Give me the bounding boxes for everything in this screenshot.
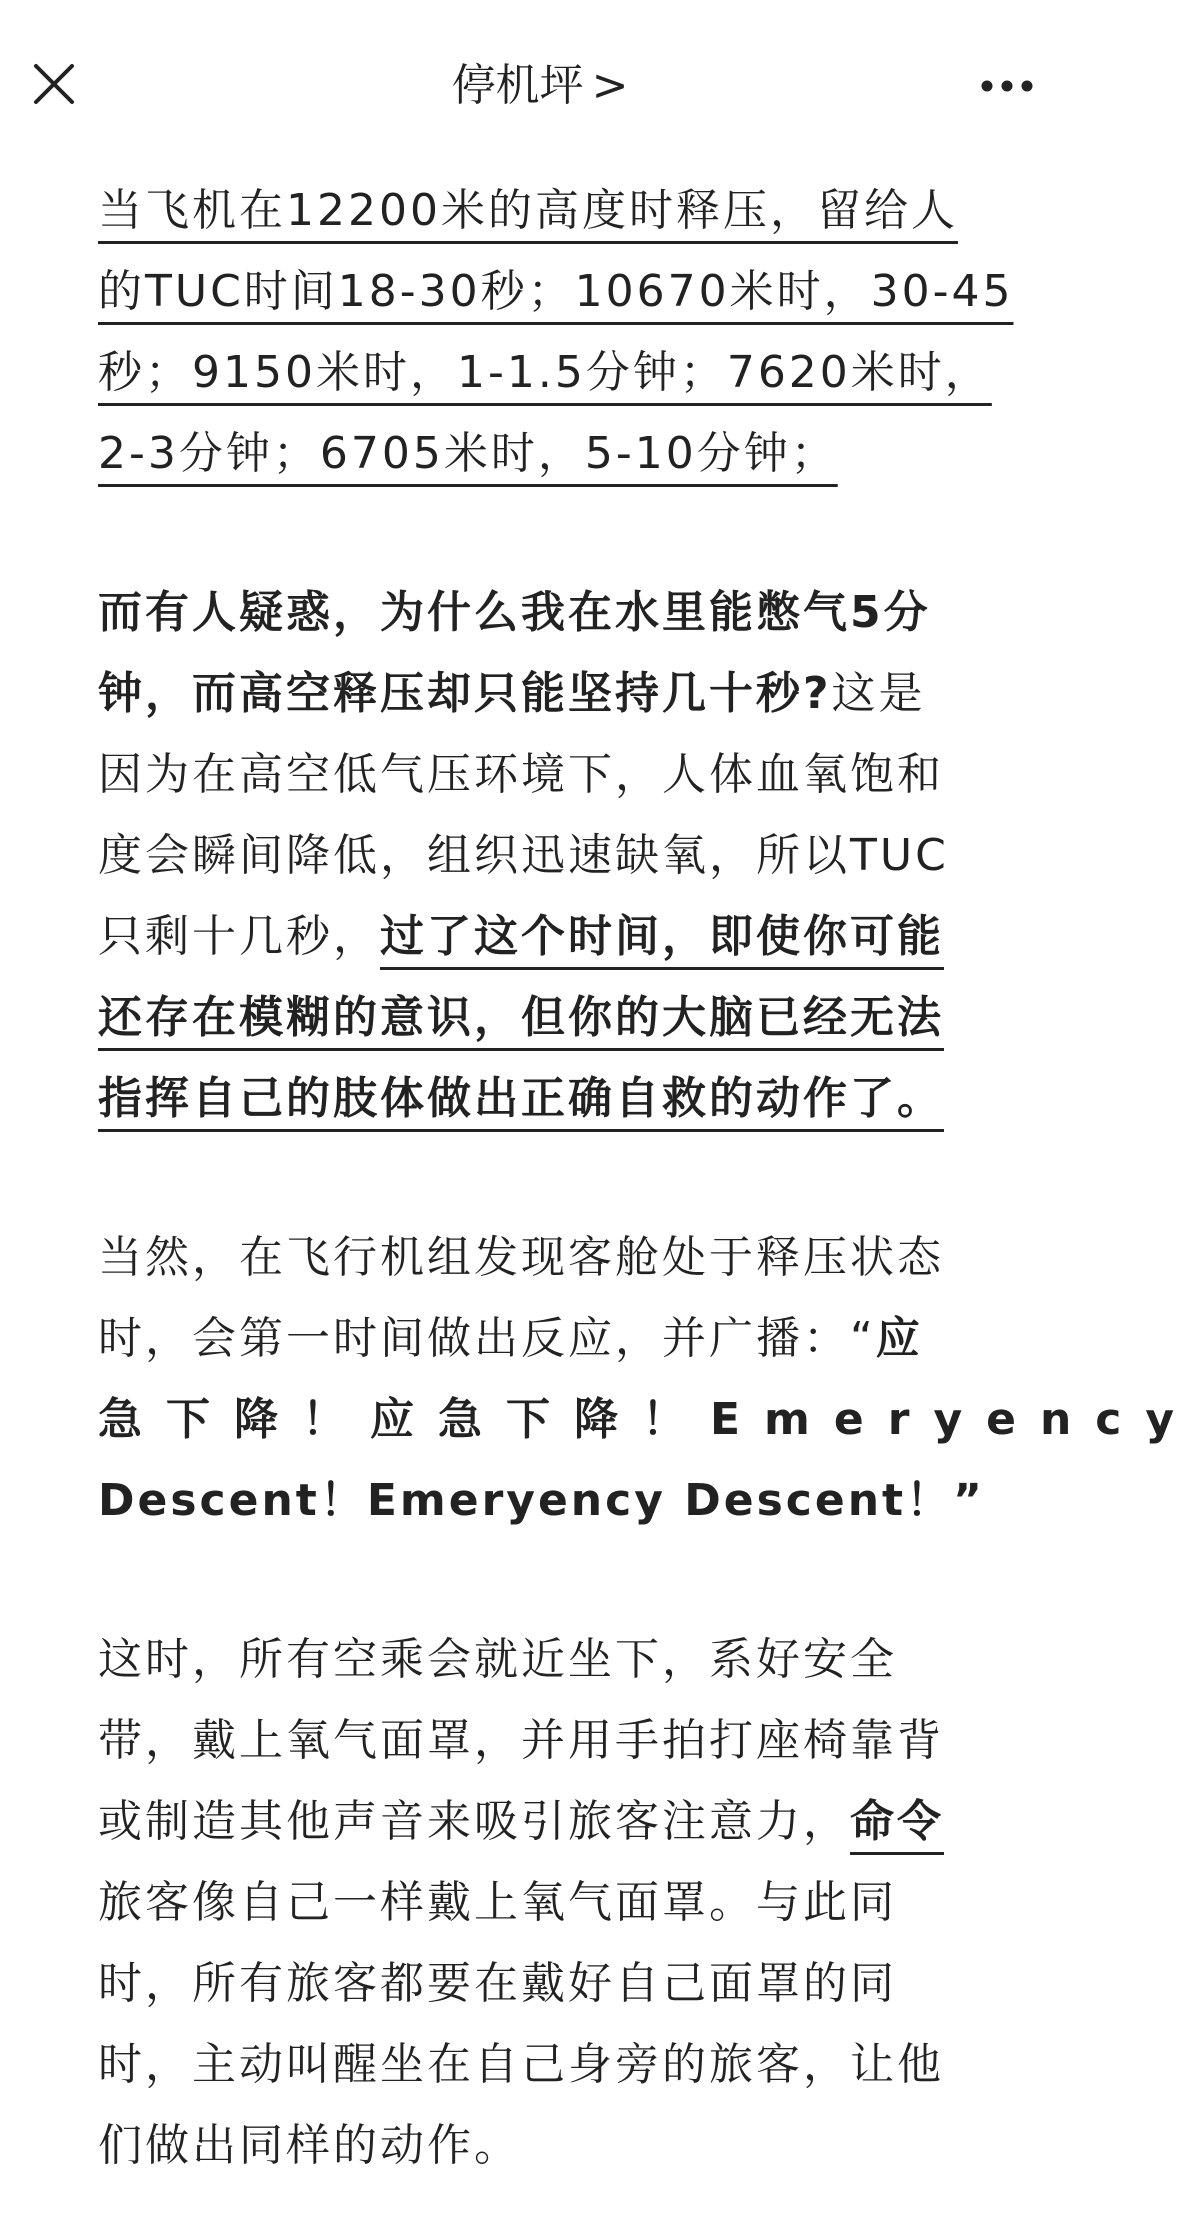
paragraph-crew-actions [98, 1619, 983, 2186]
bold-underlined-text: 过了这个时间，即使你可能 [380, 911, 944, 962]
paragraph-line: 因为在高空低气压环境下，人体血氧饱和 [98, 749, 944, 800]
paragraph-line: 指挥自己的肢体做出正确自救的动作了。 [98, 1073, 944, 1124]
paragraph-line: 时，所有旅客都要在戴好自己面罩的同 [98, 1958, 897, 2009]
bold-text: 应 [875, 1313, 923, 1364]
paragraph-line: 这时，所有空乘会就近坐下，系好安全 [98, 1634, 897, 1685]
plain-text: 或制造其他声音来吸引旅客注意力， [98, 1796, 850, 1847]
paragraph-broadcast [98, 1217, 1198, 1541]
article-body [98, 170, 1198, 2186]
paragraph-line: 2-3分钟；6705米时，5-10分钟； [98, 428, 838, 479]
paragraph-question [98, 572, 983, 1139]
paragraph-tuc-times [98, 170, 1014, 494]
paragraph-line: 还存在模糊的意识，但你的大脑已经无法 [98, 992, 944, 1043]
bold-underlined-text: 命令 [850, 1796, 944, 1847]
paragraph-line: 秒；9150米时，1-1.5分钟；7620米时， [98, 347, 992, 398]
paragraph-line: 们做出同样的动作。 [98, 2120, 521, 2171]
bold-text: 钟，而高空释压却只能坚持几十秒? [98, 668, 832, 719]
paragraph-line: 时，主动叫醒坐在自己身旁的旅客，让他 [98, 2039, 944, 2090]
more-button[interactable] [978, 66, 1036, 106]
page-title-text: 停机坪 [451, 60, 584, 111]
bottom-fade [1038, 2157, 1198, 2217]
paragraph-line: 旅客像自己一样戴上氧气面罩。与此同 [98, 1877, 897, 1928]
paragraph-line: 度会瞬间降低，组织迅速缺氧，所以TUC [98, 830, 949, 881]
paragraph-line: Descent！Emeryency Descent！” [98, 1475, 985, 1526]
chevron-right-icon: > [591, 60, 629, 111]
page-title[interactable] [0, 58, 1080, 114]
paragraph-line: 当飞机在12200米的高度时释压，留给人 [98, 185, 958, 236]
paragraph-line: 当然，在飞行机组发现客舱处于释压状态 [98, 1232, 944, 1283]
paragraph-line: 急下降！应急下降！Emeryency [98, 1394, 1198, 1445]
more-icon [978, 66, 1036, 106]
top-bar [0, 0, 1080, 150]
paragraph-line: 的TUC时间18-30秒；10670米时，30-45 [98, 266, 1014, 317]
paragraph-line: 带，戴上氧气面罩，并用手拍打座椅靠背 [98, 1715, 944, 1766]
plain-text: 只剩十几秒， [98, 911, 380, 962]
plain-text: 这是 [831, 668, 926, 719]
plain-text: 时，会第一时间做出反应，并广播：“ [98, 1313, 876, 1364]
paragraph-line: 而有人疑惑，为什么我在水里能憋气5分 [98, 587, 931, 638]
